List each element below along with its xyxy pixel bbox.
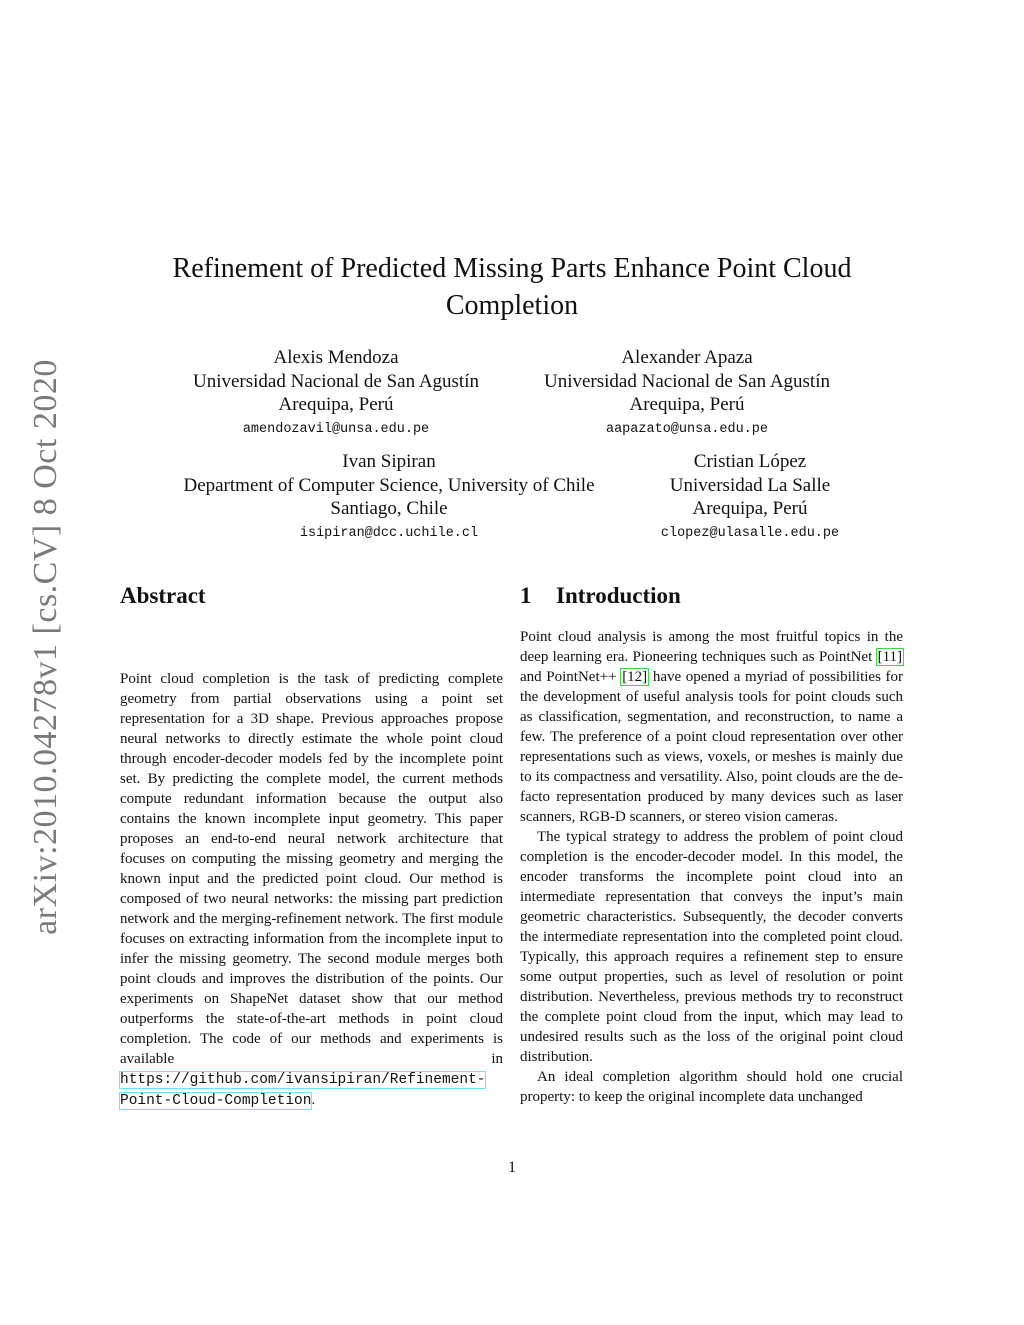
- author-block: [160, 346, 512, 442]
- author-name: Ivan Sipiran: [342, 451, 436, 472]
- intro-paragraph-1: [520, 627, 903, 827]
- intro-paragraph-2: The typical strategy to address the problem of point cloud completion is the encoder-decoder model. In this model, the encoder transforms the incomplete point cloud into an intermediate representation that conveys the input’s main geometric characteristics. Subsequently, the decoder converts the intermediate representation into the completed point cloud. Typically, this approach requires a refinement step to ensure some output properties, such as level of resolution or point distribution. Nevertheless, previous methods try to reconstruct the complete point cloud from the input, which may lead to undesired results such as the loss of the original point cloud distribution.: [520, 829, 903, 1065]
- intro-p1-part-c: have opened a myriad of possibilities for the development of useful analysis tools for point clouds such as classification, segmentation, and reconstruction, to name a few. The preference of a point cloud representation over other representations such as views, voxels, or meshes is mainly due to its compactness and versatility. Also, point clouds are the de-facto representation produced by many devices such as laser scanners, RGB-D scanners, or stereo vision cameras.: [520, 669, 904, 825]
- author-block: [512, 346, 862, 442]
- author-location: Santiago, Chile: [330, 498, 448, 519]
- introduction-heading: [520, 582, 681, 610]
- code-url-part-2: Refinement-Point-Cloud-Completion: [120, 1072, 486, 1109]
- section-title: Introduction: [556, 583, 681, 608]
- author-location: Arequipa, Perú: [629, 394, 745, 415]
- paper-title: Refinement of Predicted Missing Parts Enhance Point Cloud Completion: [172, 253, 852, 321]
- intro-p1-part-a: Point cloud analysis is among the most fruitful topics in the deep learning era. Pioneering techniques such as PointNet: [520, 629, 903, 665]
- author-affiliation: Universidad Nacional de San Agustín: [192, 370, 479, 392]
- author-name: Alexander Apaza: [621, 347, 753, 368]
- author-affiliation: Department of Computer Science, University of Chile: [183, 474, 595, 496]
- abstract-paragraph: [120, 669, 503, 1111]
- abstract-body: [120, 669, 503, 1111]
- section-number: 1: [520, 583, 532, 608]
- abstract-heading: Abstract: [120, 583, 206, 608]
- citation-link-11[interactable]: [11]: [877, 649, 903, 665]
- author-location: Arequipa, Perú: [278, 394, 394, 415]
- page-number: 1: [508, 1159, 516, 1176]
- author-location: Arequipa, Perú: [692, 498, 808, 519]
- abstract-end-punctuation: .: [311, 1092, 316, 1108]
- introduction-body: [520, 627, 903, 1107]
- arxiv-stamp-text: arXiv:2010.04278v1 [cs.CV] 8 Oct 2020: [27, 359, 64, 935]
- author-affiliation: Universidad Nacional de San Agustín: [543, 370, 830, 392]
- author-email: clopez@ulasalle.edu.pe: [660, 525, 840, 541]
- code-url-part-1: https://github.com/ivansipiran/: [120, 1072, 390, 1088]
- abstract-text: Point cloud completion is the task of predicting complete geometry from partial observations using a point set representation for a 3D shape. Previous approaches propose neural networks to directly estimate the whole point cloud through encoder-decoder models fed by the incomplete point set. By predicting the complete model, the current methods compute redundant information because the output also contains the known incomplete input geometry. This paper proposes an end-to-end neural network architecture that focuses on computing the missing geometry and merging the known input and the predicted point cloud. Our method is composed of two neural networks: the missing part prediction network and the merging-refinement network. The first module focuses on extracting information from the incomplete input to infer the missing geometry. The second module merges both point clouds and improves the distribution of the points. Our experiments on ShapeNet dataset show that our method outperforms the state-of-the-art methods in point cloud completion. The code of our methods and experiments is available in: [120, 671, 503, 1067]
- author-block: [165, 450, 613, 546]
- author-name: Alexis Mendoza: [273, 347, 399, 368]
- author-name: Cristian López: [693, 451, 807, 472]
- intro-paragraph-3: An ideal completion algorithm should hold one crucial property: to keep the original incomplete data unchanged: [520, 1069, 903, 1105]
- author-block: [630, 450, 870, 546]
- author-affiliation: Universidad La Salle: [669, 474, 831, 496]
- author-email: isipiran@dcc.uchile.cl: [299, 525, 479, 541]
- citation-link-12[interactable]: [12]: [622, 669, 648, 685]
- author-email: aapazato@unsa.edu.pe: [605, 421, 769, 437]
- author-email: amendozavil@unsa.edu.pe: [242, 421, 430, 437]
- code-repository-link[interactable]: [120, 1072, 485, 1109]
- intro-p1-part-b: and PointNet++: [520, 669, 617, 685]
